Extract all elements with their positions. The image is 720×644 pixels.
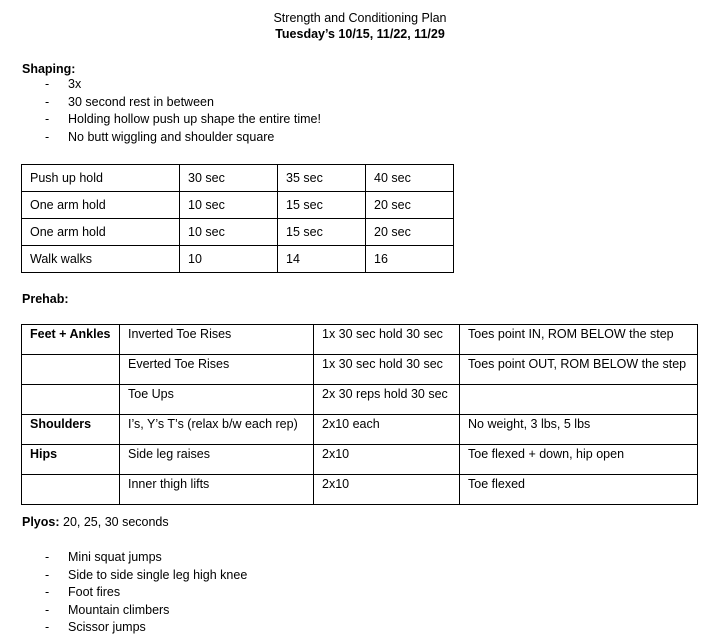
table-row <box>22 165 454 192</box>
table-cell: Push up hold <box>22 165 180 192</box>
table-cell <box>22 385 120 415</box>
table-cell: 10 <box>180 246 278 273</box>
table-cell: Shoulders <box>22 415 120 445</box>
list-item: - Foot fires <box>0 584 247 602</box>
plyos-heading <box>22 515 169 529</box>
table-cell: No weight, 3 lbs, 5 lbs <box>460 415 698 445</box>
prehab-table <box>21 324 698 505</box>
table-cell: 10 sec <box>180 192 278 219</box>
table-cell: Hips <box>22 445 120 475</box>
table-cell: I’s, Y’s T’s (relax b/w each rep) <box>120 415 314 445</box>
table-row <box>22 475 698 505</box>
table-cell: Everted Toe Rises <box>120 355 314 385</box>
table-cell <box>22 355 120 385</box>
shaping-heading: Shaping: <box>22 62 76 76</box>
list-item: - Mini squat jumps <box>0 549 247 567</box>
table-cell: One arm hold <box>22 219 180 246</box>
table-row <box>22 415 698 445</box>
table-row <box>22 385 698 415</box>
table-cell: 2x10 <box>314 475 460 505</box>
table-cell: 30 sec <box>180 165 278 192</box>
list-item: - 3x <box>0 76 321 94</box>
table-cell: 15 sec <box>278 192 366 219</box>
shaping-notes <box>0 76 321 146</box>
document-subtitle: Tuesday’s 10/15, 11/22, 11/29 <box>275 27 445 41</box>
table-row <box>22 246 454 273</box>
shaping-table <box>21 164 454 273</box>
plyos-label: Plyos: <box>22 515 60 529</box>
table-cell: Inverted Toe Rises <box>120 325 314 355</box>
table-cell: Inner thigh lifts <box>120 475 314 505</box>
table-cell: Toe flexed <box>460 475 698 505</box>
list-item: - Holding hollow push up shape the entire time! <box>0 111 321 129</box>
table-cell: 15 sec <box>278 219 366 246</box>
table-cell: 40 sec <box>366 165 454 192</box>
table-row <box>22 445 698 475</box>
table-cell: 20 sec <box>366 192 454 219</box>
table-cell: One arm hold <box>22 192 180 219</box>
table-cell: Toes point IN, ROM BELOW the step <box>460 325 698 355</box>
list-item: - Side to side single leg high knee <box>0 567 247 585</box>
table-row <box>22 219 454 246</box>
table-cell: 20 sec <box>366 219 454 246</box>
table-cell: Toe Ups <box>120 385 314 415</box>
table-cell: Toe flexed + down, hip open <box>460 445 698 475</box>
table-cell: 35 sec <box>278 165 366 192</box>
table-cell: 1x 30 sec hold 30 sec <box>314 325 460 355</box>
table-cell: 2x10 <box>314 445 460 475</box>
table-cell: 2x 30 reps hold 30 sec <box>314 385 460 415</box>
table-cell <box>22 475 120 505</box>
table-row <box>22 355 698 385</box>
table-cell: Toes point OUT, ROM BELOW the step <box>460 355 698 385</box>
prehab-heading: Prehab: <box>22 292 69 306</box>
list-item: - No butt wiggling and shoulder square <box>0 129 321 147</box>
list-item: - Scissor jumps <box>0 619 247 637</box>
plyos-list <box>0 549 247 637</box>
list-item: - 30 second rest in between <box>0 94 321 112</box>
table-cell: Walk walks <box>22 246 180 273</box>
table-cell: 16 <box>366 246 454 273</box>
table-cell: 14 <box>278 246 366 273</box>
table-cell <box>460 385 698 415</box>
document-title: Strength and Conditioning Plan <box>273 11 447 25</box>
table-cell: Side leg raises <box>120 445 314 475</box>
table-cell: 10 sec <box>180 219 278 246</box>
table-row <box>22 325 698 355</box>
list-item: - Mountain climbers <box>0 602 247 620</box>
plyos-detail: 20, 25, 30 seconds <box>59 515 169 529</box>
table-cell: Feet + Ankles <box>22 325 120 355</box>
table-row <box>22 192 454 219</box>
document-header <box>0 10 720 42</box>
table-cell: 2x10 each <box>314 415 460 445</box>
table-cell: 1x 30 sec hold 30 sec <box>314 355 460 385</box>
